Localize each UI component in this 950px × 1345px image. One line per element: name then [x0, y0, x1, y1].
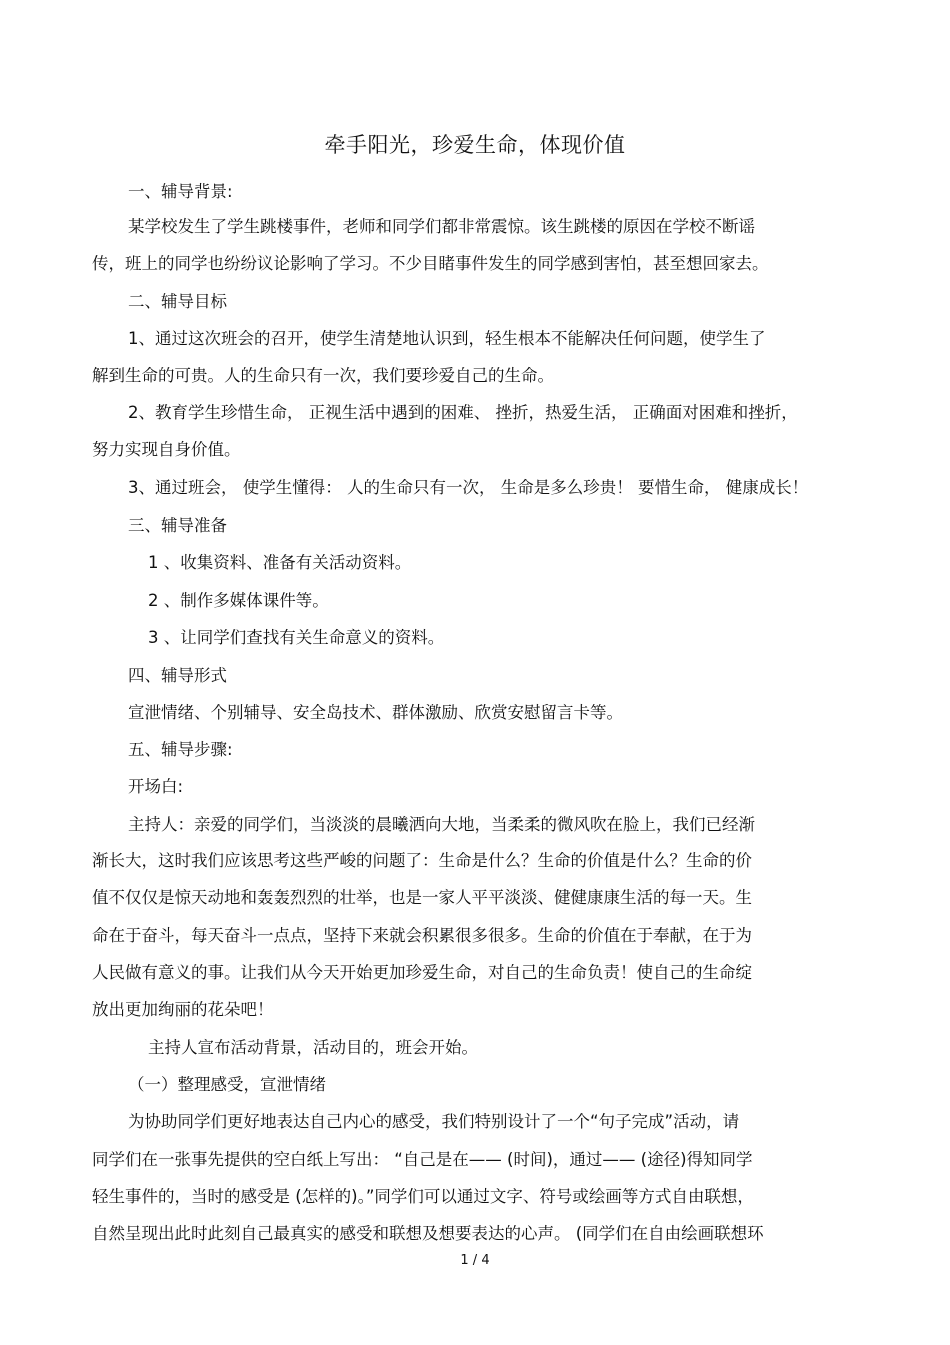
paragraph-line: 宣泄情绪、个别辅导、安全岛技术、群体激励、欣赏安慰留言卡等。: [128, 703, 623, 722]
paragraph-line: 3、通过班会， 使学生懂得： 人的生命只有一次， 生命是多么珍贵！ 要惜生命， 健康成长！: [128, 478, 809, 497]
subheading-section-one: （一）整理感受，宣泄情绪: [128, 1075, 326, 1094]
heading-goals: 二、辅导目标: [128, 292, 227, 311]
paragraph-line: 主持人：亲爱的同学们，当淡淡的晨曦洒向大地，当柔柔的微风吹在脸上，我们已经渐: [128, 815, 755, 834]
paragraph-line: 努力实现自身价值。: [92, 440, 241, 459]
paragraph-line: 自然呈现出此时此刻自己最真实的感受和联想及想要表达的心声。 (同学们在自由绘画联想环: [92, 1224, 764, 1243]
list-item: 3 、让同学们查找有关生命意义的资料。: [148, 628, 445, 647]
paragraph-line: 放出更加绚丽的花朵吧！: [92, 1000, 274, 1019]
document-title: 牵手阳光，珍爱生命，体现价值: [324, 133, 626, 157]
heading-steps: 五、辅导步骤:: [128, 740, 233, 759]
paragraph-line: 2、教育学生珍惜生命， 正视生活中遇到的困难、 挫折，热爱生活， 正确面对困难和挫折，: [128, 403, 798, 422]
list-item: 1 、收集资料、准备有关活动资料。: [148, 553, 412, 572]
paragraph-line: 值不仅仅是惊天动地和轰轰烈烈的壮举，也是一家人平平淡淡、健健康康生活的每一天。生: [92, 888, 752, 907]
paragraph-line: 人民做有意义的事。让我们从今天开始更加珍爱生命，对自己的生命负责！使自己的生命绽: [92, 963, 752, 982]
paragraph-line: 同学们在一张事先提供的空白纸上写出： “自己是在—— (时间)，通过—— (途径)得知同学: [92, 1150, 753, 1169]
paragraph-line: 渐长大，这时我们应该思考这些严峻的问题了：生命是什么？生命的价值是什么？生命的价: [92, 851, 752, 870]
paragraph-line: 1、通过这次班会的召开，使学生清楚地认识到，轻生根本不能解决任何问题，使学生了: [128, 329, 766, 348]
list-item: 2 、制作多媒体课件等。: [148, 591, 329, 610]
paragraph-line: 命在于奋斗，每天奋斗一点点，坚持下来就会积累很多很多。生命的价值在于奉献，在于为: [92, 926, 752, 945]
heading-form: 四、辅导形式: [128, 666, 227, 685]
subheading-opening: 开场白:: [128, 777, 184, 796]
paragraph-line: 某学校发生了学生跳楼事件，老师和同学们都非常震惊。该生跳楼的原因在学校不断谣: [128, 217, 755, 236]
paragraph-line: 主持人宣布活动背景，活动目的，班会开始。: [148, 1038, 478, 1057]
paragraph-line: 解到生命的可贵。人的生命只有一次，我们要珍爱自己的生命。: [92, 366, 554, 385]
paragraph-line: 为协助同学们更好地表达自己内心的感受，我们特别设计了一个“句子完成”活动，请: [128, 1112, 740, 1131]
heading-preparation: 三、辅导准备: [128, 516, 227, 535]
paragraph-line: 传，班上的同学也纷纷议论影响了学习。不少目睹事件发生的同学感到害怕，甚至想回家去。: [92, 254, 769, 273]
heading-background: 一、辅导背景:: [128, 182, 233, 201]
paragraph-line: 轻生事件的，当时的感受是 (怎样的)。”同学们可以通过文字、符号或绘画等方式自由联想，: [92, 1187, 754, 1206]
page-number: 1 / 4: [460, 1253, 490, 1268]
